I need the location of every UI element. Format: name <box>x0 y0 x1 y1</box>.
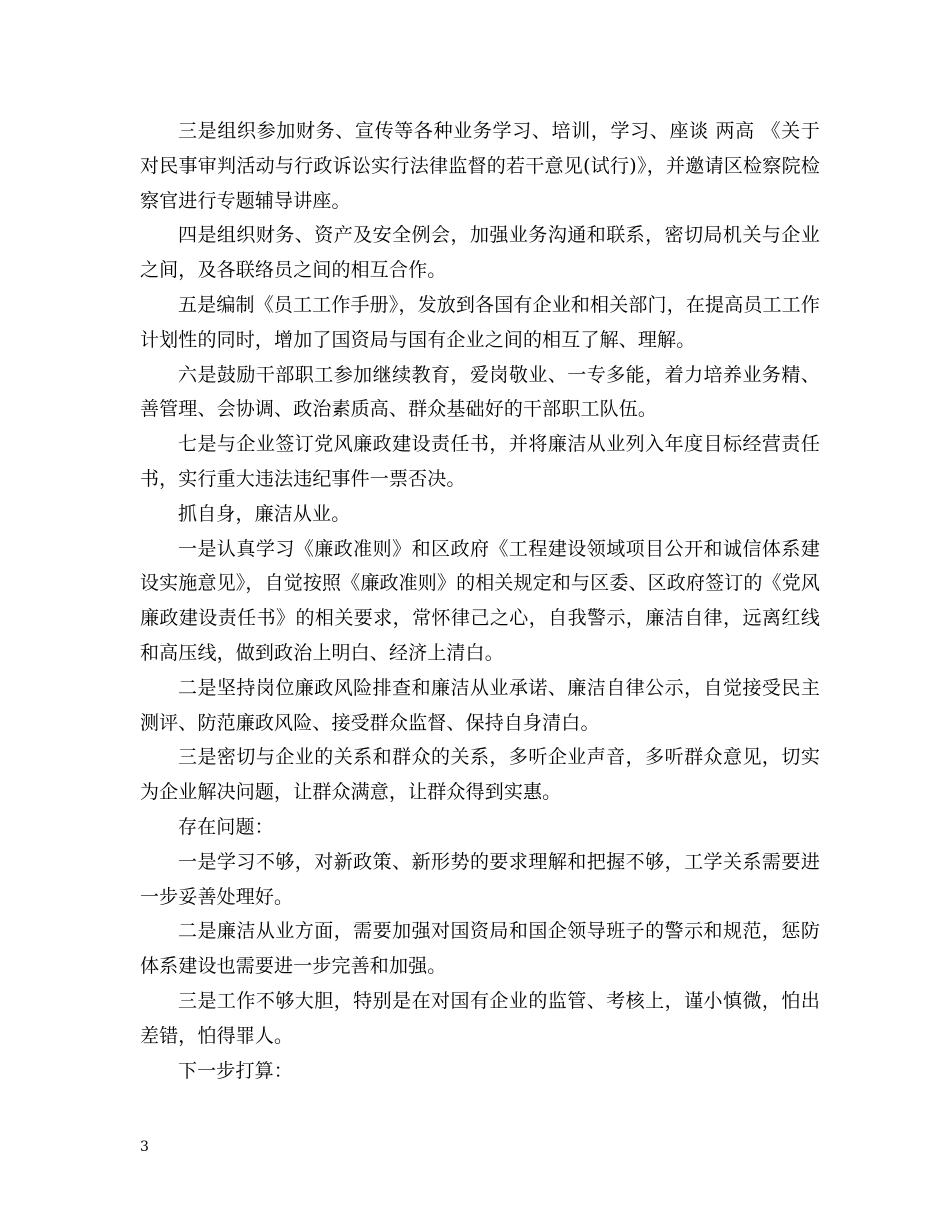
paragraph-9: 三是密切与企业的关系和群众的关系，多听企业声音，多听群众意见，切实为企业解决问题，让群众满意，让群众得到实惠。 <box>140 746 820 804</box>
paragraph-11: 一是学习不够，对新政策、新形势的要求理解和把握不够，工学关系需要进一步妥善处理好。 <box>140 850 820 908</box>
section-heading-next-steps: 下一步打算： <box>178 1059 293 1082</box>
document-body <box>140 114 820 1088</box>
paragraph-13: 三是工作不够大胆，特别是在对国有企业的监管、考核上，谨小慎微，怕出差错，怕得罪人。 <box>140 989 820 1047</box>
section-heading-self-discipline: 抓自身，廉洁从业。 <box>178 502 351 525</box>
section-heading-problems: 存在问题： <box>178 815 274 838</box>
paragraph-1: 三是组织参加财务、宣传等各种业务学习、培训，学习、座谈 两高 《关于对民事审判活动与行政诉讼实行法律监督的若干意见(试行)》，并邀请区检察院检察官进行专题辅导讲座。 <box>140 120 820 212</box>
paragraph-4: 六是鼓励干部职工参加继续教育，爱岗敬业、一专多能，着力培养业务精、善管理、会协调、政治素质高、群众基础好的干部职工队伍。 <box>140 363 820 421</box>
paragraph-2: 四是组织财务、资产及安全例会，加强业务沟通和联系，密切局机关与企业之间，及各联络员之间的相互合作。 <box>140 224 820 282</box>
paragraph-3: 五是编制《员工工作手册》，发放到各国有企业和相关部门，在提高员工工作计划性的同时，增加了国资局与国有企业之间的相互了解、理解。 <box>140 293 820 351</box>
page-number: 3 <box>140 1139 149 1155</box>
paragraph-12: 二是廉洁从业方面，需要加强对国资局和国企领导班子的警示和规范，惩防体系建设也需要进一步完善和加强。 <box>140 920 820 978</box>
paragraph-7: 一是认真学习《廉政准则》和区政府《工程建设领域项目公开和诚信体系建设实施意见》，自觉按照《廉政准则》的相关规定和与区委、区政府签订的《党风廉政建设责任书》的相关要求，常怀律己之心，自我警示，廉洁自律，远离红线和高压线，做到政治上明白、经济上清白。 <box>140 537 820 664</box>
paragraph-5: 七是与企业签订党风廉政建设责任书，并将廉洁从业列入年度目标经营责任书，实行重大违法违纪事件一票否决。 <box>140 433 820 490</box>
paragraph-8: 二是坚持岗位廉政风险排查和廉洁从业承诺、廉洁自律公示，自觉接受民主测评、防范廉政风险、接受群众监督、保持自身清白。 <box>140 676 820 734</box>
